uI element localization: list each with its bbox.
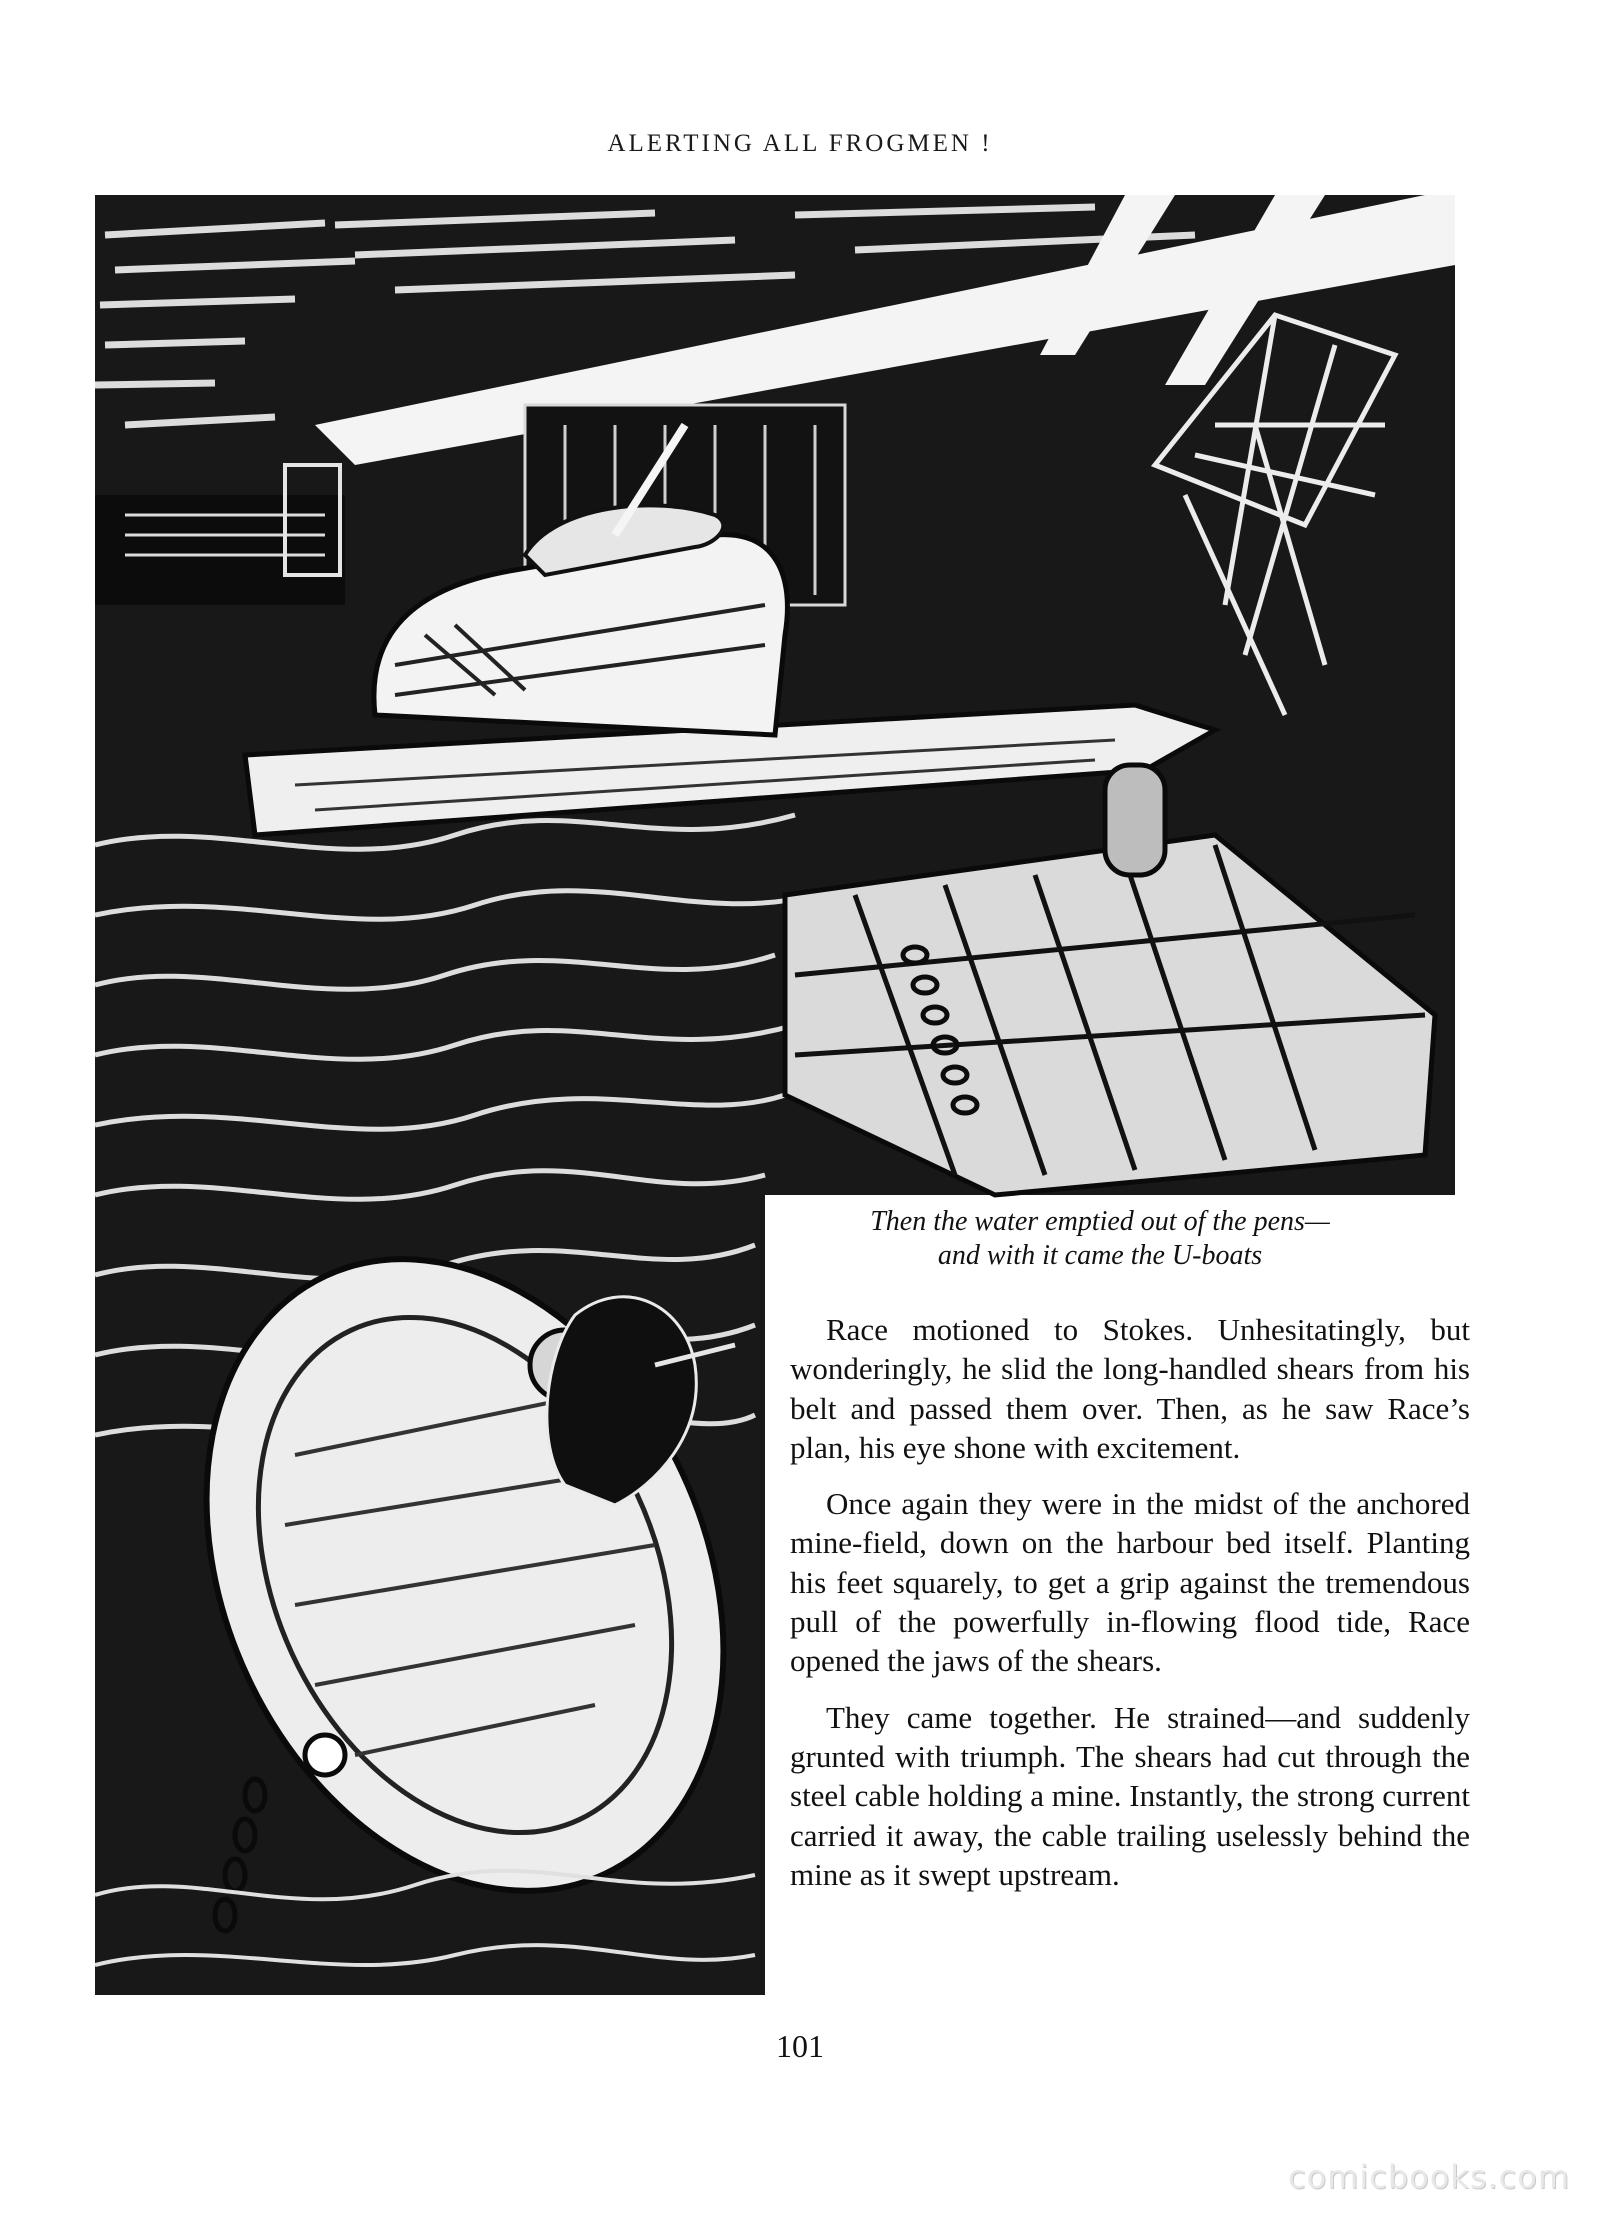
body-text [790, 1310, 1470, 1911]
page-number: 101 [776, 2028, 824, 2064]
paragraph-3: They came together. He strained—and suddenly grunted with triumph. The shears had cut through the steel cable holding a mine. Instantly, the strong current carried it away, the cable trailing uselessly behind the mine as it swept upstream. [790, 1699, 1470, 1892]
paragraph-1: Race motioned to Stokes. Unhesitatingly, but wonderingly, he slid the long-handled shears from his belt and passed them over. Then, as he saw Race’s plan, his eye shone with excitement. [790, 1312, 1470, 1465]
running-head: ALERTING ALL FROGMEN ! [607, 130, 993, 157]
illustration-caption [800, 1205, 1400, 1273]
caption-line-1: Then the water emptied out of the pens— [870, 1206, 1330, 1237]
caption-line-2: and with it came the U-boats [937, 1240, 1263, 1271]
paragraph-2: Once again they were in the midst of the anchored mine-field, down on the harbour bed itself. Planting his feet squarely, to get a grip against the tremendous pull of the powerfully in-flowing flood tide, Race opened the jaws of the shears. [790, 1486, 1470, 1679]
watermark: comicbooks.com [1287, 2158, 1570, 2196]
